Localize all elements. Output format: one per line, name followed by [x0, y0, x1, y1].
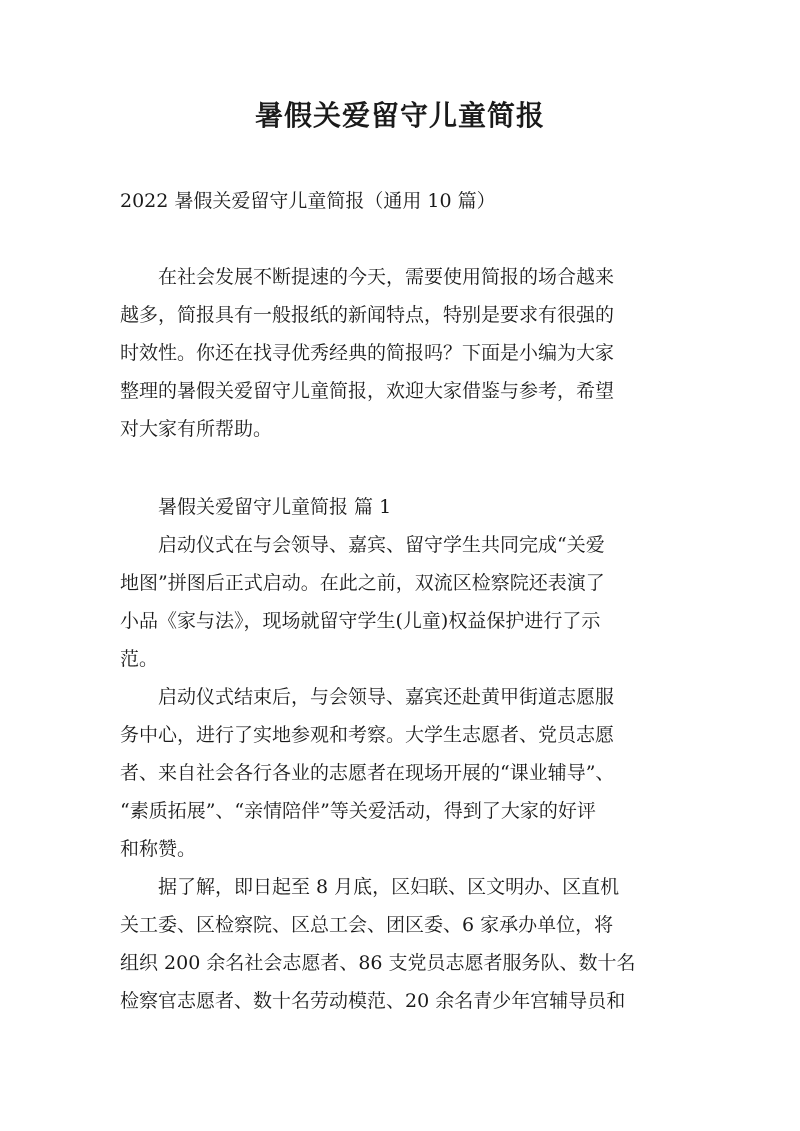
body-line: 据了解，即日起至 8 月底，区妇联、区文明办、区直机	[120, 876, 620, 898]
document-subtitle: 2022 暑假关爱留守儿童简报（通用 10 篇）	[120, 190, 496, 212]
body-line: 和称赞。	[120, 838, 197, 860]
body-line: 检察官志愿者、数十名劳动模范、20 余名青少年宫辅导员和	[120, 990, 626, 1012]
body-line: 地图”拼图后正式启动。在此之前，双流区检察院还表演了	[120, 572, 605, 594]
document-title: 暑假关爱留守儿童简报	[254, 99, 545, 132]
section-body	[120, 488, 690, 1020]
body-line: “素质拓展”、“亲情陪伴”等关爱活动，得到了大家的好评	[120, 800, 596, 822]
body-line: 者、来自社会各行各业的志愿者在现场开展的“课业辅导”、	[120, 762, 615, 784]
body-line: 组织 200 余名社会志愿者、86 支党员志愿者服务队、数十名	[120, 952, 636, 974]
intro-line: 对大家有所帮助。	[120, 418, 273, 440]
intro-paragraph	[120, 258, 690, 448]
intro-line: 时效性。你还在找寻优秀经典的简报吗？下面是小编为大家	[120, 342, 615, 364]
body-line: 范。	[120, 648, 159, 670]
body-line: 务中心，进行了实地参观和考察。大学生志愿者、党员志愿	[120, 724, 615, 746]
body-line: 小品《家与法》，现场就留守学生(儿童)权益保护进行了示	[120, 610, 601, 632]
body-line: 启动仪式在与会领导、嘉宾、留守学生共同完成“关爱	[120, 534, 605, 556]
section-heading: 暑假关爱留守儿童简报 篇 1	[120, 496, 392, 518]
body-line: 关工委、区检察院、区总工会、团区委、6 家承办单位，将	[120, 914, 614, 936]
body-line: 启动仪式结束后，与会领导、嘉宾还赴黄甲街道志愿服	[120, 686, 615, 708]
intro-line: 越多，简报具有一般报纸的新闻特点，特别是要求有很强的	[120, 304, 615, 326]
intro-line: 整理的暑假关爱留守儿童简报，欢迎大家借鉴与参考，希望	[120, 380, 615, 402]
intro-line: 在社会发展不断提速的今天，需要使用简报的场合越来	[120, 266, 615, 288]
